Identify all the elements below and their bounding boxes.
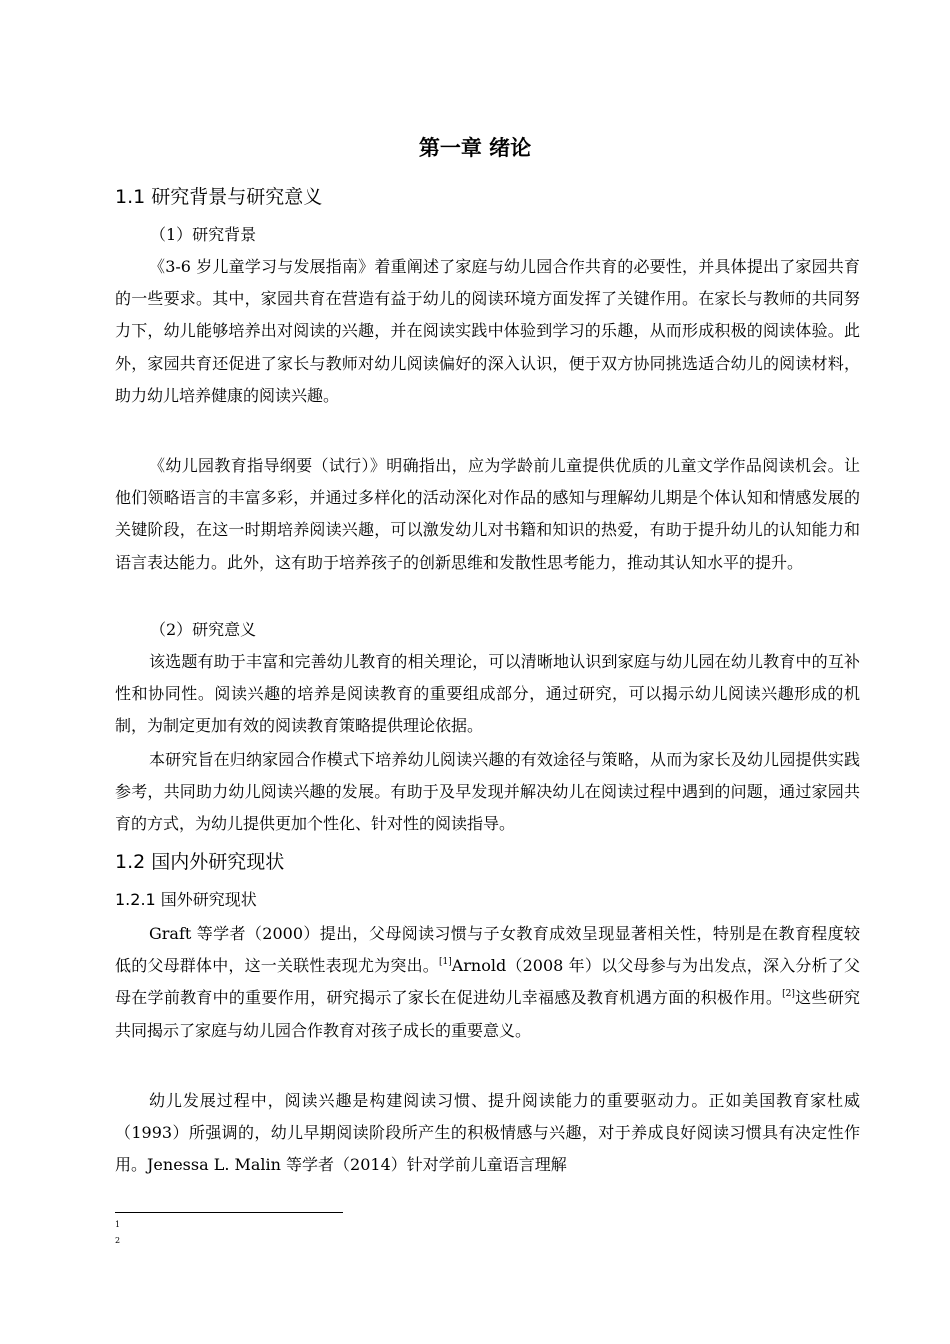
- foreign-text-part-b: Arnold（2008 年）以父母参与为出发点，深入分析了父母在学前教育中的重要作用，研究揭示了家长在促进幼儿幸福感及教育机遇方面的积极作用。: [115, 956, 860, 1008]
- citation-1: [1]: [438, 957, 452, 968]
- section-heading-1-1: 1.1 研究背景与研究意义: [115, 186, 323, 208]
- paragraph-background-1: 《3-6 岁儿童学习与发展指南》着重阐述了家庭与幼儿园合作共育的必要性，并具体提出了家园共育的一些要求。其中，家园共育在营造有益于幼儿的阅读环境方面发挥了关键作用。在家长与教师的共同努力下，幼儿能够培养出对阅读的兴趣，并在阅读实践中体验到学习的乐趣，从而形成积极的阅读体验。此外，家园共育还促进了家长与教师对幼儿阅读偏好的深入认识，便于双方协同挑选适合幼儿的阅读材料，助力幼儿培养健康的阅读兴趣。: [115, 257, 860, 405]
- paragraph-foreign-research-1: [115, 918, 860, 1047]
- footnote-1: 1: [115, 1220, 121, 1229]
- chapter-title: 第一章 绪论: [418, 136, 532, 160]
- paragraph-foreign-research-2: 幼儿发展过程中，阅读兴趣是构建阅读习惯、提升阅读能力的重要驱动力。正如美国教育家杜威（1993）所强调的，幼儿早期阅读阶段所产生的积极情感与兴趣，对于养成良好阅读习惯具有决定性作用。Jenessa L. Malin 等学者（2014）针对学前儿童语言理解: [115, 1091, 860, 1175]
- paragraph-significance-1: 该选题有助于丰富和完善幼儿教育的相关理论，可以清晰地认识到家庭与幼儿园在幼儿教育中的互补性和协同性。阅读兴趣的培养是阅读教育的重要组成部分，通过研究，可以揭示幼儿阅读兴趣形成的机制，为制定更加有效的阅读教育策略提供理论依据。: [115, 652, 860, 736]
- section-heading-1-2-1: 1.2.1 国外研究现状: [115, 890, 257, 909]
- paragraph-significance-2: 本研究旨在归纳家园合作模式下培养幼儿阅读兴趣的有效途径与策略，从而为家长及幼儿园提供实践参考，共同助力幼儿阅读兴趣的发展。有助于及早发现并解决幼儿在阅读过程中遇到的问题，通过家园共育的方式，为幼儿提供更加个性化、针对性的阅读指导。: [115, 750, 860, 834]
- citation-2: [2]: [782, 989, 795, 1000]
- subheading-research-background: （1）研究背景: [150, 225, 257, 244]
- section-heading-1-2: 1.2 国内外研究现状: [115, 851, 285, 873]
- subheading-research-significance: （2）研究意义: [150, 620, 257, 639]
- footnote-2: 2: [115, 1236, 121, 1245]
- paragraph-background-2: 《幼儿园教育指导纲要（试行）》明确指出，应为学龄前儿童提供优质的儿童文学作品阅读机会。让他们领略语言的丰富多彩，并通过多样化的活动深化对作品的感知与理解幼儿期是个体认知和情感发展的关键阶段，在这一时期培养阅读兴趣，可以激发幼儿对书籍和知识的热爱，有助于提升幼儿的认知能力和语言表达能力。此外，这有助于培养孩子的创新思维和发散性思考能力，推动其认知水平的提升。: [115, 456, 860, 572]
- foreign-text-part-c: 这些研究共同揭示了家庭与幼儿园合作教育对孩子成长的重要意义。: [115, 988, 860, 1040]
- foreign-text-part-a: Graft 等学者（2000）提出，父母阅读习惯与子女教育成效呈现显著相关性，特别是在教育程度较低的父母群体中，这一关联性表现尤为突出。: [115, 924, 860, 976]
- footnote-separator: [115, 1212, 343, 1213]
